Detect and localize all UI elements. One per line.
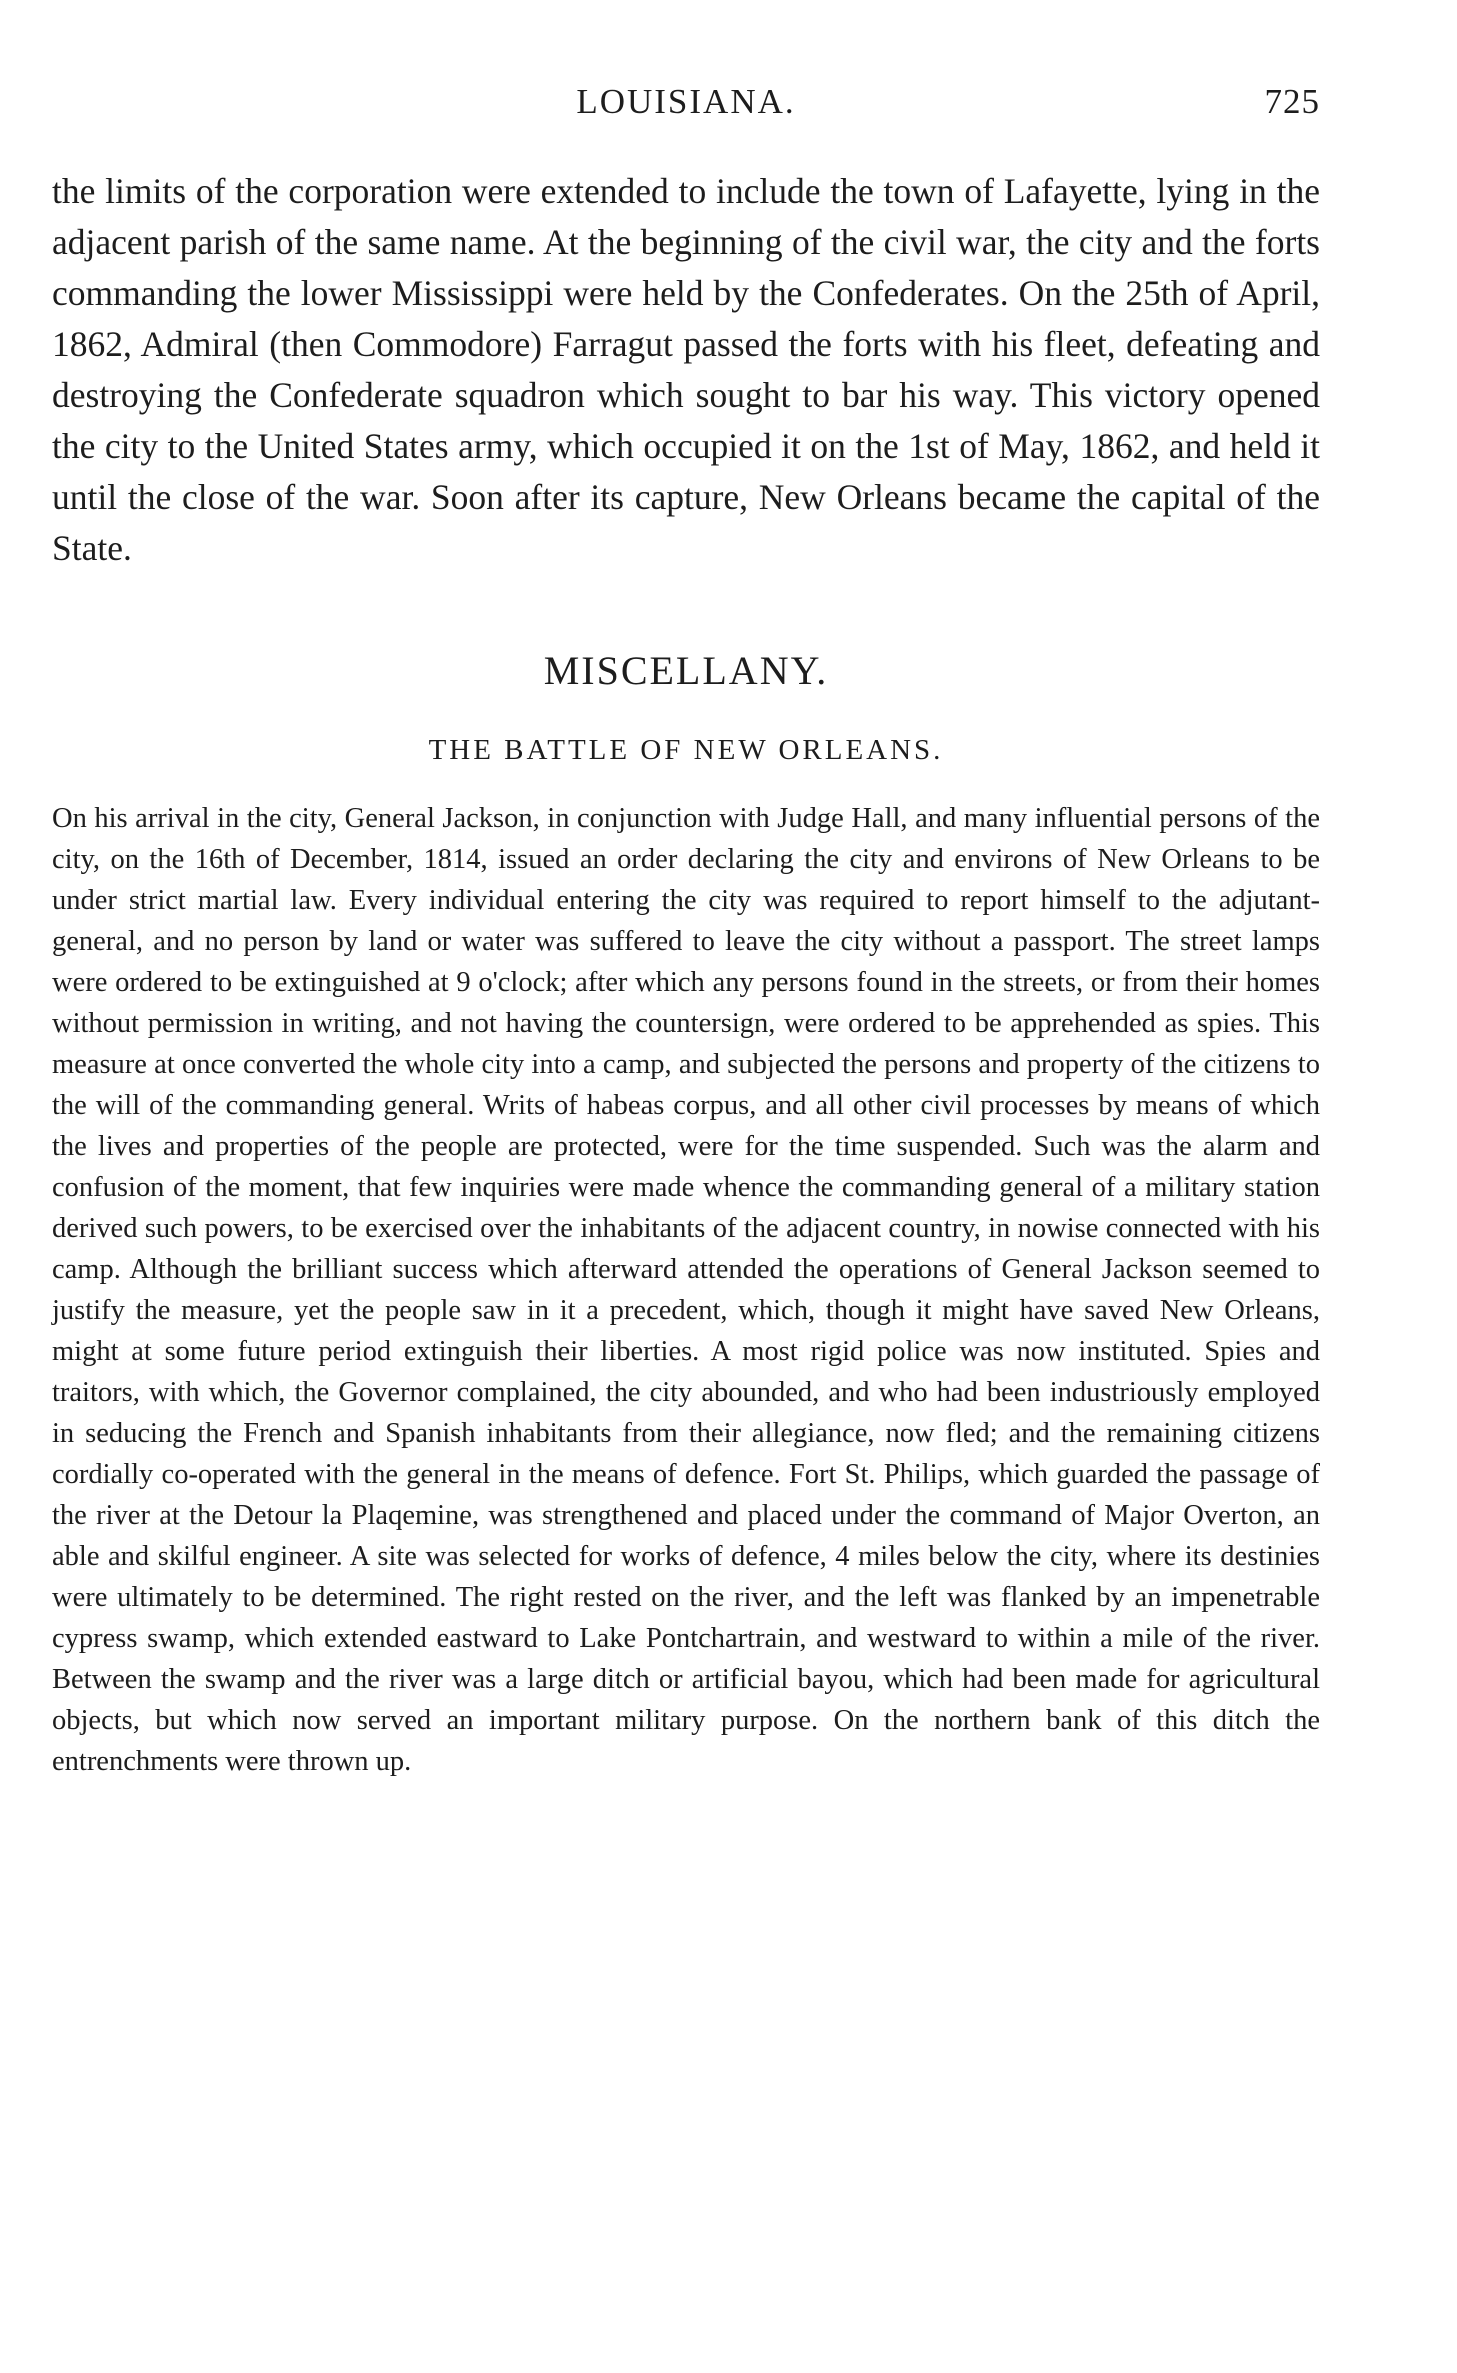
intro-text-block (52, 166, 1320, 574)
battle-text-block (52, 798, 1320, 1782)
battle-paragraph: On his arrival in the city, General Jackson, in conjunction with Judge Hall, and many influential persons of the city, on the 16th of December, 1814, issued an order declaring the city and environs of New Orleans to be under strict martial law. Every individual entering the city was required to report himself to the adjutant-general, and no person by land or water was suffered to leave the city without a passport. The street lamps were ordered to be extinguished at 9 o'clock; after which any persons found in the streets, or from their homes without permission in writing, and not having the countersign, were ordered to be apprehended as spies. This measure at once converted the whole city into a camp, and subjected the persons and property of the citizens to the will of the commanding general. Writs of habeas corpus, and all other civil processes by means of which the lives and properties of the people are protected, were for the time suspended. Such was the alarm and confusion of the moment, that few inquiries were made whence the commanding general of a military station derived such powers, to be exercised over the inhabitants of the adjacent country, in nowise connected with his camp. Although the brilliant success which afterward attended the operations of General Jackson seemed to justify the measure, yet the people saw in it a precedent, which, though it might have saved New Orleans, might at some future period extinguish their liberties. A most rigid police was now instituted. Spies and traitors, with which, the Governor complained, the city abounded, and who had been industriously employed in seducing the French and Spanish inhabitants from their allegiance, now fled; and the remaining citizens cordially co-operated with the general in the means of defence. Fort St. Philips, which guarded the passage of the river at the Detour la Plaqemine, was strengthened and placed under the command of Major Overton, an able and skilful engineer. A site was selected for works of defence, 4 miles below the city, where its destinies were ultimately to be determined. The right rested on the river, and the left was flanked by an impenetrable cypress swamp, which extended eastward to Lake Pontchartrain, and westward to within a mile of the river. Between the swamp and the river was a large ditch or artificial bayou, which had been made for agricultural objects, but which now served an important military purpose. On the northern bank of this ditch the entrenchments were thrown up. (52, 803, 1320, 1777)
intro-paragraph: the limits of the corporation were extended to include the town of Lafayette, lying in the adjacent parish of the same name. At the beginning of the civil war, the city and the forts commanding the lower Mississippi were held by the Confederates. On the 25th of April, 1862, Admiral (then Commodore) Farragut passed the forts with his fleet, defeating and destroying the Confederate squadron which sought to bar his way. This victory opened the city to the United States army, which occupied it on the 1st of May, 1862, and held it until the close of the war. Soon after its capture, New Orleans became the capital of the State. (52, 171, 1320, 568)
page-number: 725 (1264, 82, 1320, 121)
book-page (52, 82, 1320, 1782)
running-header (52, 82, 1320, 132)
section-subheading: THE BATTLE OF NEW ORLEANS. (428, 734, 944, 766)
running-title: LOUISIANA. (576, 82, 796, 121)
section-heading: MISCELLANY. (543, 648, 829, 693)
